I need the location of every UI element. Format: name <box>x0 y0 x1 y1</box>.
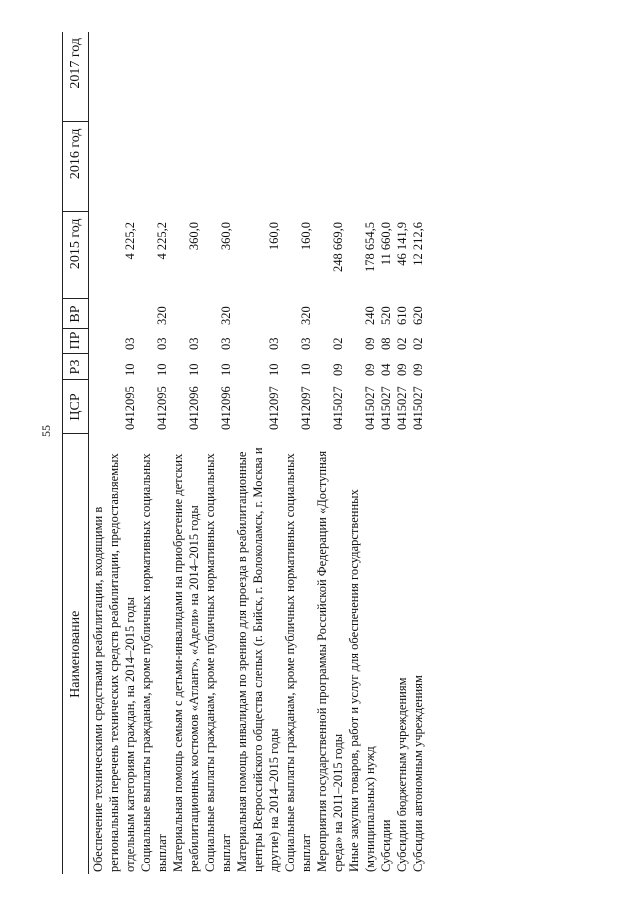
header-2016: 2016 год <box>63 122 89 212</box>
row-rz: 10 <box>155 363 169 376</box>
row-csr: 0415027 <box>395 386 409 430</box>
table-row <box>170 32 202 874</box>
row-rz: 10 <box>299 363 313 376</box>
row-pr: 03 <box>299 337 313 350</box>
row-2016 <box>170 122 202 212</box>
row-2015: 160,0 <box>267 222 281 251</box>
row-rz: 10 <box>219 363 233 376</box>
row-2017 <box>138 32 170 122</box>
row-2015: 178 654,5 <box>363 222 377 272</box>
header-rz: РЗ <box>63 354 89 380</box>
row-name: Мероприятия государственной программы Российской Федерации «Доступная среда» на 2011–2015 годы <box>315 450 345 872</box>
row-2016 <box>89 122 139 212</box>
row-csr: 0415027 <box>379 386 393 430</box>
row-vr: 610 <box>395 306 409 325</box>
row-2016 <box>410 122 426 212</box>
row-rz: 09 <box>411 363 425 376</box>
row-vr: 620 <box>411 306 425 325</box>
row-2015: 46 141,9 <box>395 222 409 266</box>
table-row <box>378 32 394 874</box>
budget-table <box>62 32 426 874</box>
row-2016 <box>138 122 170 212</box>
row-name: Социальные выплаты гражданам, кроме публичных нормативных социальных выплат <box>203 453 233 872</box>
row-2016 <box>394 122 410 212</box>
row-name: Социальные выплаты гражданам, кроме публичных нормативных социальных выплат <box>283 453 313 872</box>
row-csr: 0415027 <box>411 386 425 430</box>
row-csr: 0412096 <box>187 386 201 430</box>
row-name: Материальная помощь семьям с детьми-инвалидами на приобретение детских реабилитационных костюмов «Атлант», «Адели» на 2014–2015 годы <box>171 453 201 872</box>
row-name: Социальные выплаты гражданам, кроме публичных нормативных социальных выплат <box>139 453 169 872</box>
row-2017 <box>170 32 202 122</box>
row-csr: 0412096 <box>219 386 233 430</box>
table-row <box>282 32 314 874</box>
header-name: Наименование <box>63 434 89 874</box>
table-row <box>394 32 410 874</box>
row-pr: 02 <box>395 337 409 350</box>
row-vr: 320 <box>299 306 313 325</box>
row-2017 <box>346 32 378 122</box>
header-pr: ПР <box>63 329 89 354</box>
row-2017 <box>89 32 139 122</box>
row-vr: 320 <box>155 306 169 325</box>
row-name: Материальная помощь инвалидам по зрению для проезда в реабилитационные центры Всероссийского общества слепых (г. Бийск, г. Волоколамск, г. Москва и другие) на 2014–2015 годы <box>235 447 281 872</box>
row-2017 <box>282 32 314 122</box>
row-vr: 520 <box>379 306 393 325</box>
row-2017 <box>410 32 426 122</box>
row-name: Обеспечение техническими средствами реабилитации, входящими в региональный перечень технических средств реабилитации, предоставляемых отдельным категориям граждан, на 2014–2015 годы <box>91 453 137 872</box>
row-csr: 0412097 <box>299 386 313 430</box>
row-rz: 09 <box>363 363 377 376</box>
row-csr: 0415027 <box>331 386 345 430</box>
row-2015: 4 225,2 <box>123 222 137 260</box>
row-2015: 160,0 <box>299 222 313 251</box>
row-2016 <box>378 122 394 212</box>
table-row <box>138 32 170 874</box>
row-vr <box>89 299 139 329</box>
row-pr: 02 <box>411 337 425 350</box>
row-rz: 10 <box>267 363 281 376</box>
row-2017 <box>234 32 282 122</box>
row-2017 <box>394 32 410 122</box>
row-csr: 0412097 <box>267 386 281 430</box>
page-number: 55 <box>39 425 53 437</box>
row-name: Субсидии бюджетным учреждениям <box>395 677 409 872</box>
row-rz: 10 <box>123 363 137 376</box>
row-pr: 08 <box>379 337 393 350</box>
row-2016 <box>234 122 282 212</box>
row-csr: 0412095 <box>155 386 169 430</box>
table-row <box>314 32 346 874</box>
row-pr: 03 <box>219 337 233 350</box>
row-2016 <box>314 122 346 212</box>
row-rz: 04 <box>379 363 393 376</box>
row-csr: 0412095 <box>123 386 137 430</box>
row-2017 <box>314 32 346 122</box>
row-2015: 4 225,2 <box>155 222 169 260</box>
row-pr: 03 <box>187 337 201 350</box>
row-pr: 02 <box>331 337 345 350</box>
row-vr <box>234 299 282 329</box>
row-2015: 360,0 <box>219 222 233 251</box>
row-2015: 360,0 <box>187 222 201 251</box>
table-row <box>202 32 234 874</box>
row-rz: 10 <box>187 363 201 376</box>
row-2015: 11 660,0 <box>379 222 393 266</box>
row-pr: 03 <box>155 337 169 350</box>
row-rz: 09 <box>331 363 345 376</box>
row-name: Иные закупки товаров, работ и услуг для обеспечения государственных (муниципальных) нужд <box>347 489 377 872</box>
row-2015: 248 669,0 <box>331 222 345 272</box>
table-row <box>234 32 282 874</box>
row-pr: 03 <box>123 337 137 350</box>
row-2016 <box>346 122 378 212</box>
header-csr: ЦСР <box>63 380 89 434</box>
row-2016 <box>202 122 234 212</box>
row-name: Субсидии <box>379 819 393 872</box>
table-row <box>89 32 139 874</box>
row-2016 <box>282 122 314 212</box>
header-2017: 2017 год <box>63 32 89 122</box>
header-2015: 2015 год <box>63 212 89 299</box>
row-2017 <box>202 32 234 122</box>
row-name: Субсидии автономным учреждениям <box>411 675 425 872</box>
row-vr: 320 <box>219 306 233 325</box>
table-row <box>410 32 426 874</box>
row-pr: 03 <box>267 337 281 350</box>
table-row <box>346 32 378 874</box>
header-vr: ВР <box>63 299 89 329</box>
row-2015: 12 212,6 <box>411 222 425 266</box>
row-pr: 09 <box>363 337 377 350</box>
row-csr: 0415027 <box>363 386 377 430</box>
row-rz: 09 <box>395 363 409 376</box>
row-vr <box>314 299 346 329</box>
row-vr <box>170 299 202 329</box>
table-header-row <box>63 32 89 874</box>
rotated-page <box>62 32 584 874</box>
row-2017 <box>378 32 394 122</box>
row-vr: 240 <box>363 306 377 325</box>
